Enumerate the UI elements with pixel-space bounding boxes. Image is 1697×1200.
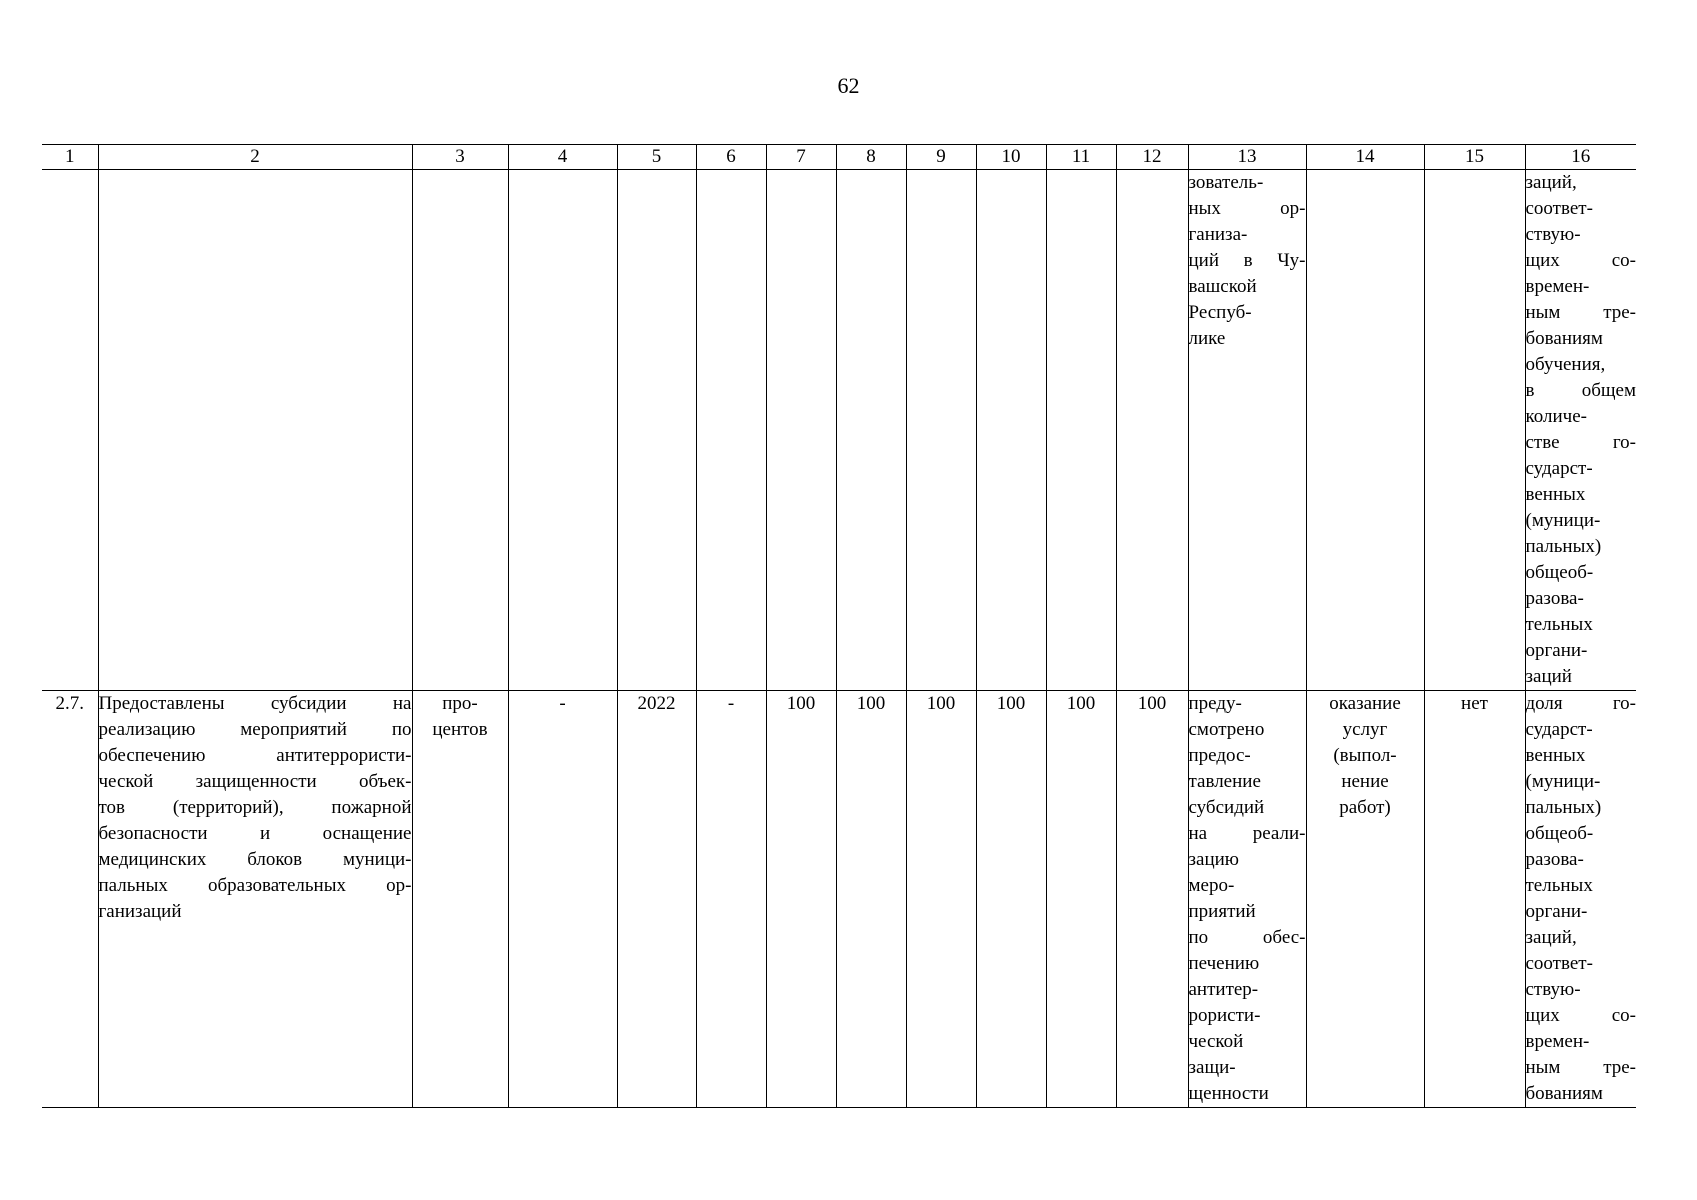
text-line: венных: [1525, 484, 1586, 505]
text-line: ганизаций: [98, 901, 182, 922]
page-number: 62: [837, 73, 860, 98]
text-line: защи-: [1188, 1057, 1236, 1078]
text-line: сударст-: [1525, 458, 1593, 479]
table-row-2-7: [42, 691, 1636, 1108]
header-cell: 4: [508, 145, 617, 170]
indicator-name: [98, 691, 412, 1108]
cell-empty: [42, 170, 98, 691]
cell-empty: [696, 170, 766, 691]
cell-col13: [1188, 691, 1306, 1108]
text-line: времен-: [1525, 276, 1590, 297]
value-col7: 100: [766, 691, 836, 1108]
text-line: тов (территорий), пожарной: [98, 797, 412, 818]
text-line: заций,: [1525, 927, 1577, 948]
text-line: обеспечению антитеррористи-: [98, 745, 412, 766]
header-cell: 9: [906, 145, 976, 170]
text-line: лике: [1188, 328, 1226, 349]
text-line: печению: [1188, 953, 1260, 974]
text-line: доля го-: [1525, 693, 1636, 714]
text-line: пальных образовательных ор-: [98, 875, 412, 896]
header-cell: 8: [836, 145, 906, 170]
text-line: ческой защищенности объек-: [98, 771, 412, 792]
text-line: вашской: [1188, 276, 1257, 297]
text-line: предос-: [1188, 745, 1251, 766]
text-line: заций,: [1525, 172, 1577, 193]
text-line: тавление: [1188, 771, 1261, 792]
text-line: органи-: [1525, 901, 1588, 922]
text-line: (муници-: [1525, 771, 1601, 792]
text-line: по обес-: [1188, 927, 1306, 948]
text-line: органи-: [1525, 640, 1588, 661]
header-cell: 3: [412, 145, 508, 170]
text-line: смотрено: [1188, 719, 1265, 740]
value-col6: -: [696, 691, 766, 1108]
text-line: в общем: [1525, 380, 1636, 401]
text-line: реализацию мероприятий по: [98, 719, 412, 740]
cell-empty: [412, 170, 508, 691]
text-line: (муници-: [1525, 510, 1601, 531]
table-row-continued: [42, 170, 1636, 691]
text-line: щих со-: [1525, 250, 1636, 271]
text-line: общеоб-: [1525, 823, 1594, 844]
text-line: разова-: [1525, 588, 1584, 609]
text-line: приятий: [1188, 901, 1256, 922]
text-line: ным тре-: [1525, 1057, 1636, 1078]
text-line: центов: [432, 719, 488, 740]
text-line: работ): [1339, 797, 1391, 818]
text-line: пальных): [1525, 797, 1602, 818]
text-line: ствую-: [1525, 224, 1581, 245]
header-cell: 16: [1525, 145, 1636, 170]
text-line: про-: [442, 693, 478, 714]
header-cell: 11: [1046, 145, 1116, 170]
text-line: (выпол-: [1333, 745, 1397, 766]
value-col5: 2022: [617, 691, 696, 1108]
text-line: щенности: [1188, 1083, 1269, 1104]
cell-empty: [836, 170, 906, 691]
row-number: 2.7.: [42, 691, 98, 1108]
header-cell: 15: [1424, 145, 1525, 170]
value-col15: нет: [1424, 691, 1525, 1108]
text-line: ческой: [1188, 1031, 1244, 1052]
text-line: обучения,: [1525, 354, 1606, 375]
text-line: ным тре-: [1525, 302, 1636, 323]
text-line: бованиям: [1525, 328, 1603, 349]
text-line: медицинских блоков муници-: [98, 849, 412, 870]
cell-empty: [508, 170, 617, 691]
cell-empty: [906, 170, 976, 691]
text-line: ций в Чу-: [1188, 250, 1306, 271]
header-cell: 1: [42, 145, 98, 170]
text-line: ганиза-: [1188, 224, 1248, 245]
text-line: количе-: [1525, 406, 1587, 427]
text-line: времен-: [1525, 1031, 1590, 1052]
value-col8: 100: [836, 691, 906, 1108]
text-line: щих со-: [1525, 1005, 1636, 1026]
text-line: Предоставлены субсидии на: [98, 693, 412, 714]
header-cell: 5: [617, 145, 696, 170]
unit-cell: [412, 691, 508, 1108]
cell-empty: [1306, 170, 1424, 691]
text-line: Респуб-: [1188, 302, 1252, 323]
header-cell: 7: [766, 145, 836, 170]
text-line: заций: [1525, 666, 1572, 687]
text-line: бованиям: [1525, 1083, 1603, 1104]
text-line: тельных: [1525, 875, 1593, 896]
header-cell: 12: [1116, 145, 1188, 170]
header-cell: 10: [976, 145, 1046, 170]
text-line: пальных): [1525, 536, 1602, 557]
cell-empty: [98, 170, 412, 691]
indicators-table: [42, 144, 1636, 1108]
text-line: общеоб-: [1525, 562, 1594, 583]
cell-empty: [1424, 170, 1525, 691]
text-line: ствую-: [1525, 979, 1581, 1000]
text-line: антитер-: [1188, 979, 1259, 1000]
text-line: венных: [1525, 745, 1586, 766]
cell-col16-continued: [1525, 170, 1636, 691]
header-cell: 6: [696, 145, 766, 170]
cell-col16: [1525, 691, 1636, 1108]
text-line: соответ-: [1525, 953, 1593, 974]
text-line: ных ор-: [1188, 198, 1306, 219]
text-line: сударст-: [1525, 719, 1593, 740]
text-line: услуг: [1342, 719, 1388, 740]
text-line: тельных: [1525, 614, 1593, 635]
header-row: [42, 145, 1636, 170]
cell-empty: [976, 170, 1046, 691]
value-col4: -: [508, 691, 617, 1108]
cell-empty: [766, 170, 836, 691]
header-cell: 13: [1188, 145, 1306, 170]
text-line: нение: [1341, 771, 1389, 792]
header-cell: 2: [98, 145, 412, 170]
cell-empty: [1046, 170, 1116, 691]
cell-col13-continued: [1188, 170, 1306, 691]
cell-empty: [617, 170, 696, 691]
value-col10: 100: [976, 691, 1046, 1108]
text-line: разова-: [1525, 849, 1584, 870]
value-col9: 100: [906, 691, 976, 1108]
text-line: преду-: [1188, 693, 1242, 714]
cell-col14: [1306, 691, 1424, 1108]
text-line: меро-: [1188, 875, 1235, 896]
text-line: оказание: [1329, 693, 1401, 714]
text-line: соответ-: [1525, 198, 1593, 219]
text-line: зователь-: [1188, 172, 1264, 193]
text-line: зацию: [1188, 849, 1239, 870]
value-col11: 100: [1046, 691, 1116, 1108]
text-line: субсидий: [1188, 797, 1265, 818]
text-line: стве го-: [1525, 432, 1636, 453]
text-line: рористи-: [1188, 1005, 1261, 1026]
text-line: на реали-: [1188, 823, 1306, 844]
text-line: безопасности и оснащение: [98, 823, 412, 844]
cell-empty: [1116, 170, 1188, 691]
value-col12: 100: [1116, 691, 1188, 1108]
header-cell: 14: [1306, 145, 1424, 170]
